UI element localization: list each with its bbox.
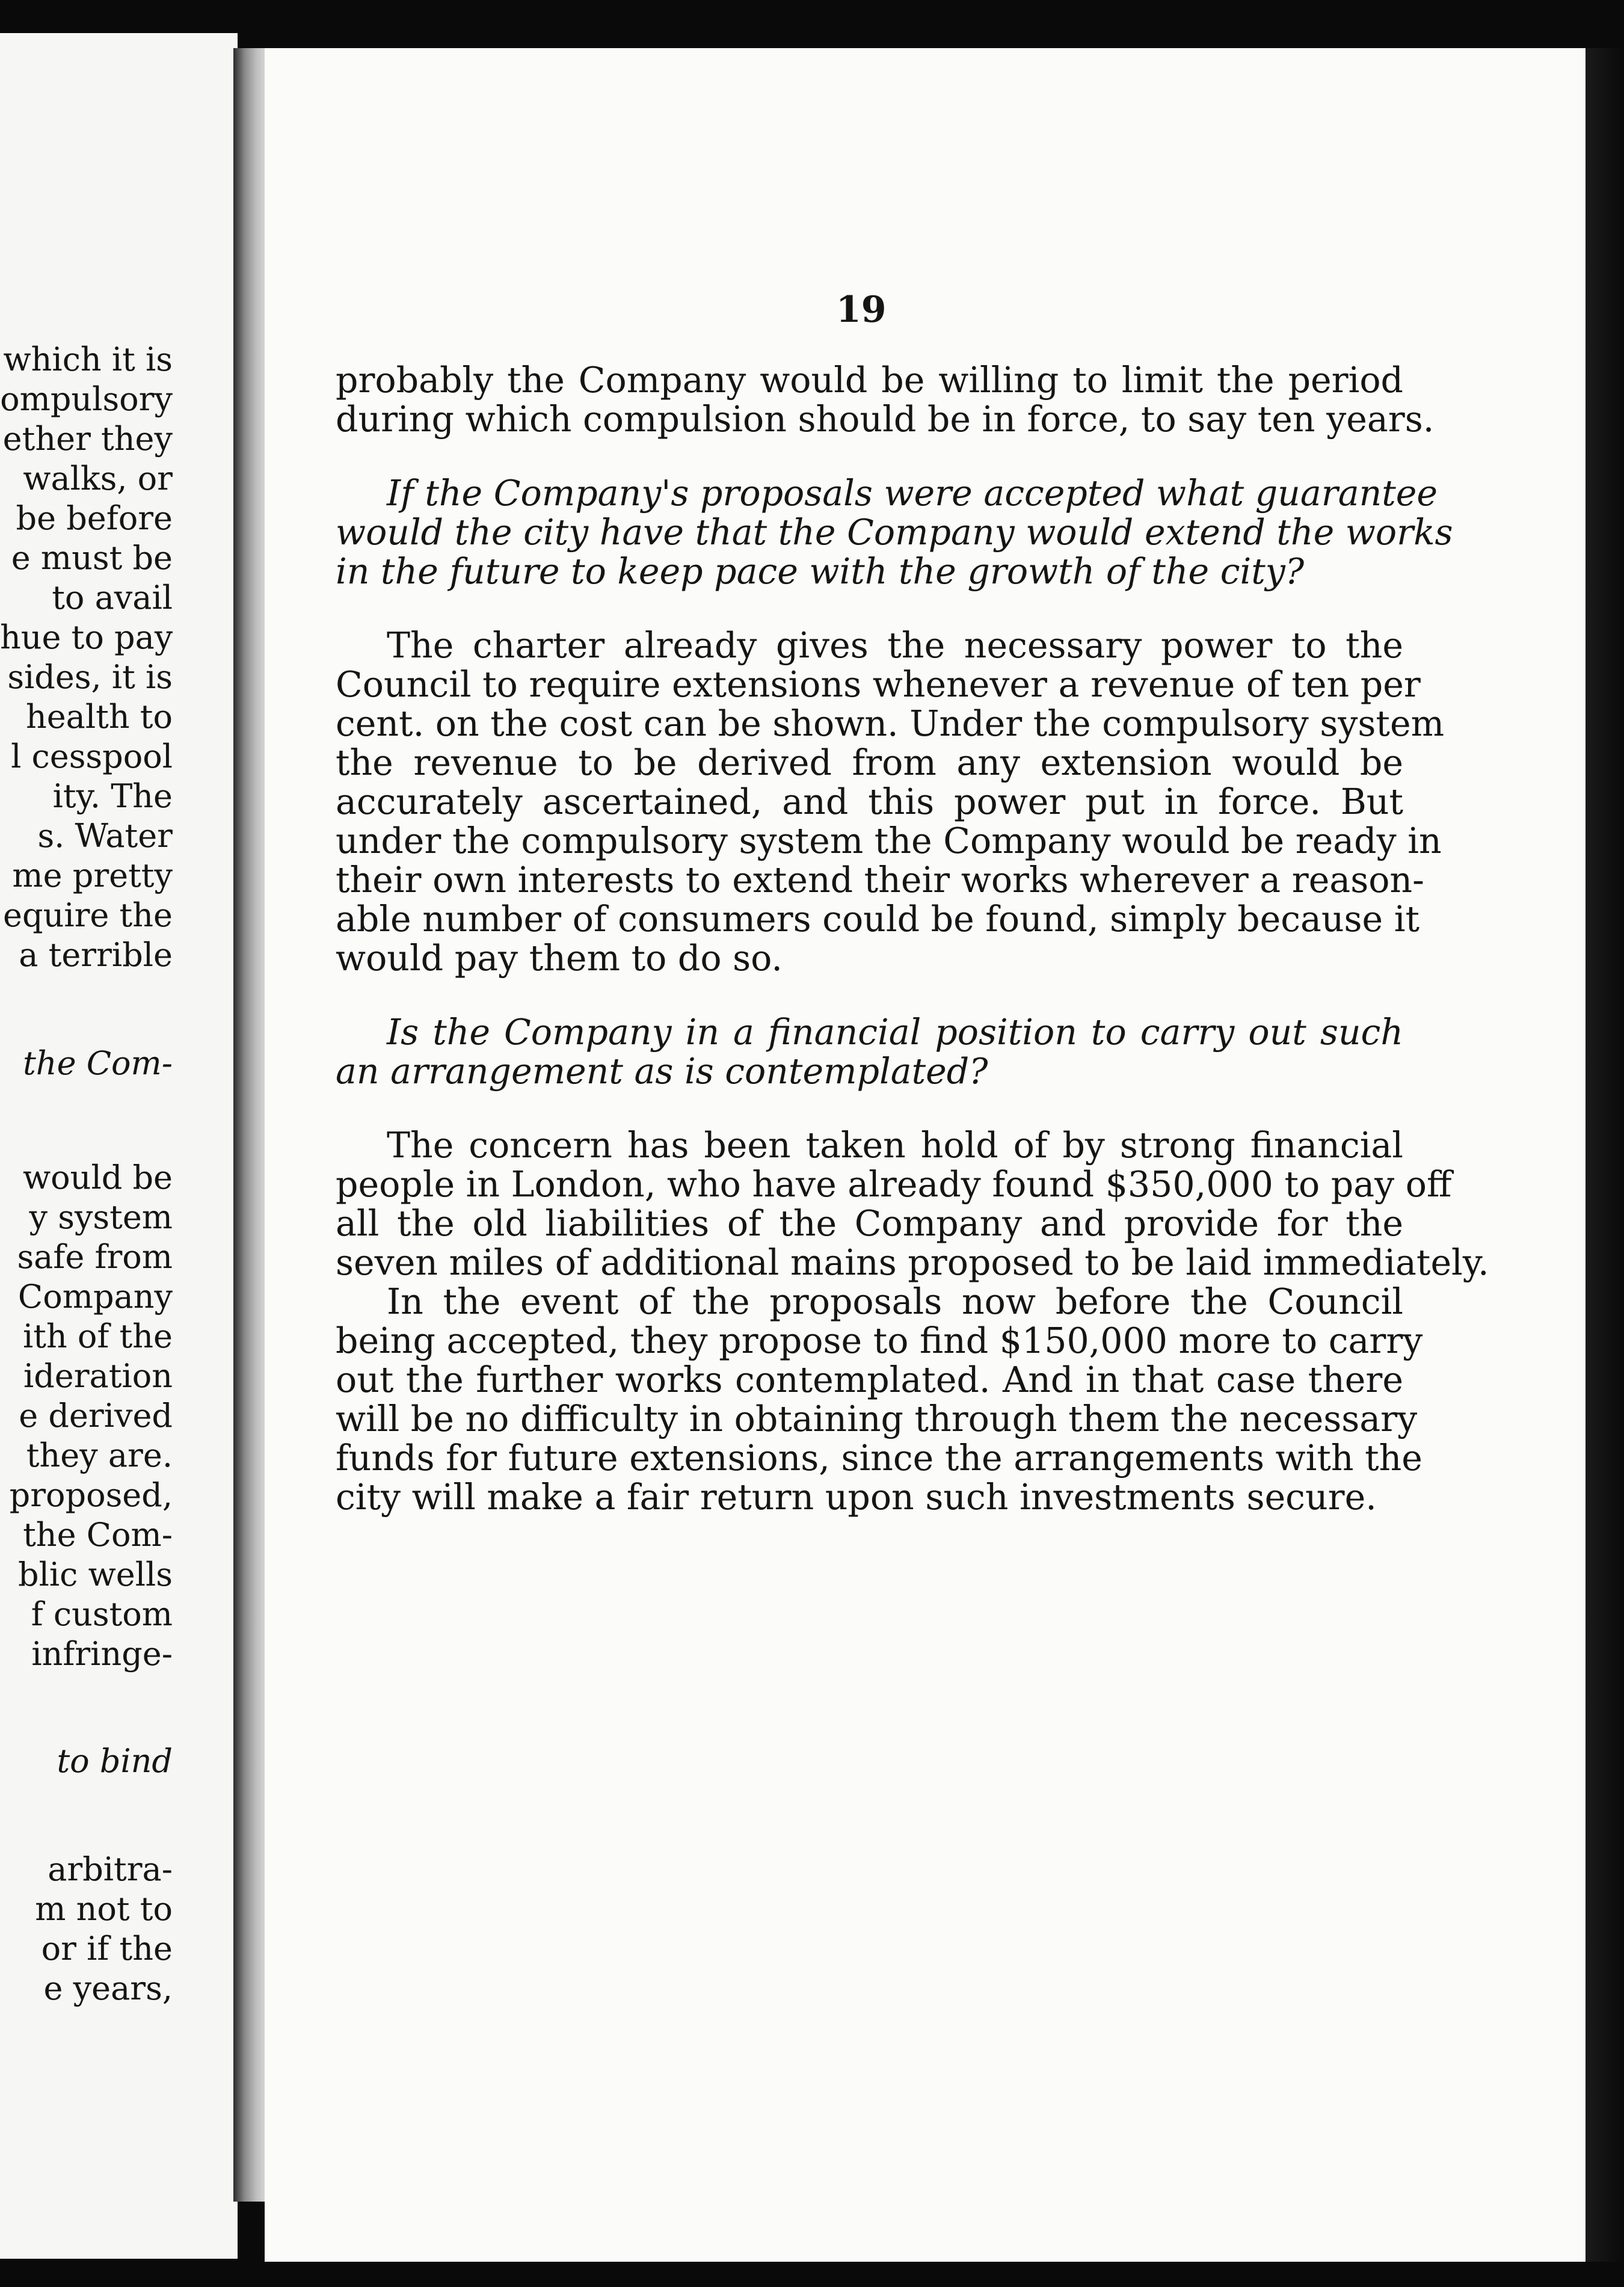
text-line: people in London, who have already found $350,000 to pay off xyxy=(336,1164,1452,1205)
left-page-line: be before xyxy=(16,499,173,537)
text-line: their own interests to extend their works wherever a reason- xyxy=(336,860,1424,900)
left-page-line: or if the xyxy=(41,1930,173,1968)
left-page-line: e derived xyxy=(19,1397,173,1435)
text-line: cent. on the cost can be shown. Under the compulsory system xyxy=(336,703,1445,744)
text-line: out the further works contemplated. And in that case there xyxy=(336,1359,1403,1400)
question-line: in the future to keep pace with the growth of the city? xyxy=(336,551,1305,592)
left-page-line: f custom xyxy=(31,1595,173,1633)
question-line: would the city have that the Company would extend the works xyxy=(336,512,1453,553)
left-page-line: hue to pay xyxy=(0,618,173,656)
left-page-line: e must be xyxy=(11,539,173,577)
book-gutter xyxy=(233,48,266,2202)
text-line: The charter already gives the necessary power to the xyxy=(387,625,1403,666)
text-line: Council to require extensions whenever a revenue of ten per xyxy=(336,664,1421,705)
left-page-line: ith of the xyxy=(22,1317,173,1355)
left-page-line: blic wells xyxy=(18,1556,173,1593)
left-page-fragment xyxy=(0,33,238,2259)
text-line: able number of consumers could be found, simply because it xyxy=(336,899,1419,940)
text-line: accurately ascertained, and this power put in force. But xyxy=(336,781,1403,822)
left-page-line: ideration xyxy=(23,1357,173,1395)
text-line: all the old liabilities of the Company and provide for the xyxy=(336,1203,1403,1244)
left-page-line: to bind xyxy=(57,1742,173,1780)
paragraph-continuation xyxy=(336,360,1435,440)
left-page-line: sides, it is xyxy=(7,658,173,696)
scan-border xyxy=(1586,48,1624,2262)
left-page-line: to avail xyxy=(52,579,173,617)
page-number: 19 xyxy=(836,289,887,331)
page-body xyxy=(336,360,1489,1518)
right-page xyxy=(265,48,1586,2262)
left-page-line: proposed, xyxy=(9,1476,173,1514)
left-page-line: would be xyxy=(22,1159,173,1196)
left-page-line: the Com- xyxy=(23,1516,173,1554)
left-page-line: s. Water xyxy=(37,817,173,855)
left-page-line: y system xyxy=(29,1198,173,1236)
question-line: an arrangement as is contemplated? xyxy=(336,1051,988,1092)
text-line: In the event of the proposals now before the Council xyxy=(387,1281,1403,1322)
text-line: funds for future extensions, since the arrangements with the xyxy=(336,1438,1423,1479)
text-line: will be no difficulty in obtaining through them the necessary xyxy=(336,1399,1418,1439)
text-line: The concern has been taken hold of by strong financial xyxy=(387,1125,1403,1166)
answer-guarantee xyxy=(336,625,1445,979)
question-line: Is the Company in a financial position to carry out such xyxy=(387,1012,1403,1053)
left-page-line: walks, or xyxy=(23,460,173,497)
left-page-line: e years, xyxy=(43,1969,173,2007)
text-line: being accepted, they propose to find $150,000 more to carry xyxy=(336,1320,1423,1361)
text-line: seven miles of additional mains proposed to be laid immediately. xyxy=(336,1242,1489,1283)
left-page-line: equire the xyxy=(3,896,173,934)
question-financial xyxy=(336,1013,1403,1091)
left-page-line: which it is xyxy=(3,340,173,378)
left-page-line: l cesspool xyxy=(11,737,173,775)
left-page-line: arbitra- xyxy=(48,1850,173,1888)
left-page-line: Company xyxy=(17,1278,173,1316)
left-page-line: health to xyxy=(25,698,173,736)
left-page-line: they are. xyxy=(26,1436,173,1474)
text-line: the revenue to be derived from any extension would be xyxy=(336,742,1403,783)
text-line: probably the Company would be willing to limit the period xyxy=(336,360,1403,401)
left-page-line: a terrible xyxy=(19,936,173,974)
left-page-line: ether they xyxy=(2,420,173,458)
text-line: city will make a fair return upon such investments secure. xyxy=(336,1477,1377,1518)
question-line: If the Company's proposals were accepted what guarantee xyxy=(387,473,1438,514)
text-line: during which compulsion should be in force, to say ten years. xyxy=(336,399,1435,440)
left-page-line: the Com- xyxy=(23,1044,173,1082)
left-page-line: me pretty xyxy=(12,857,173,894)
answer-financial xyxy=(336,1125,1489,1518)
left-page-line: ompulsory xyxy=(0,380,173,418)
question-guarantee xyxy=(336,473,1453,592)
left-page-line: infringe- xyxy=(31,1635,173,1673)
text-line: would pay them to do so. xyxy=(336,938,783,979)
text-line: under the compulsory system the Company would be ready in xyxy=(336,820,1442,861)
left-page-line: safe from xyxy=(17,1238,173,1276)
left-page-line: ity. The xyxy=(52,777,173,815)
left-page-line: m not to xyxy=(35,1890,173,1928)
